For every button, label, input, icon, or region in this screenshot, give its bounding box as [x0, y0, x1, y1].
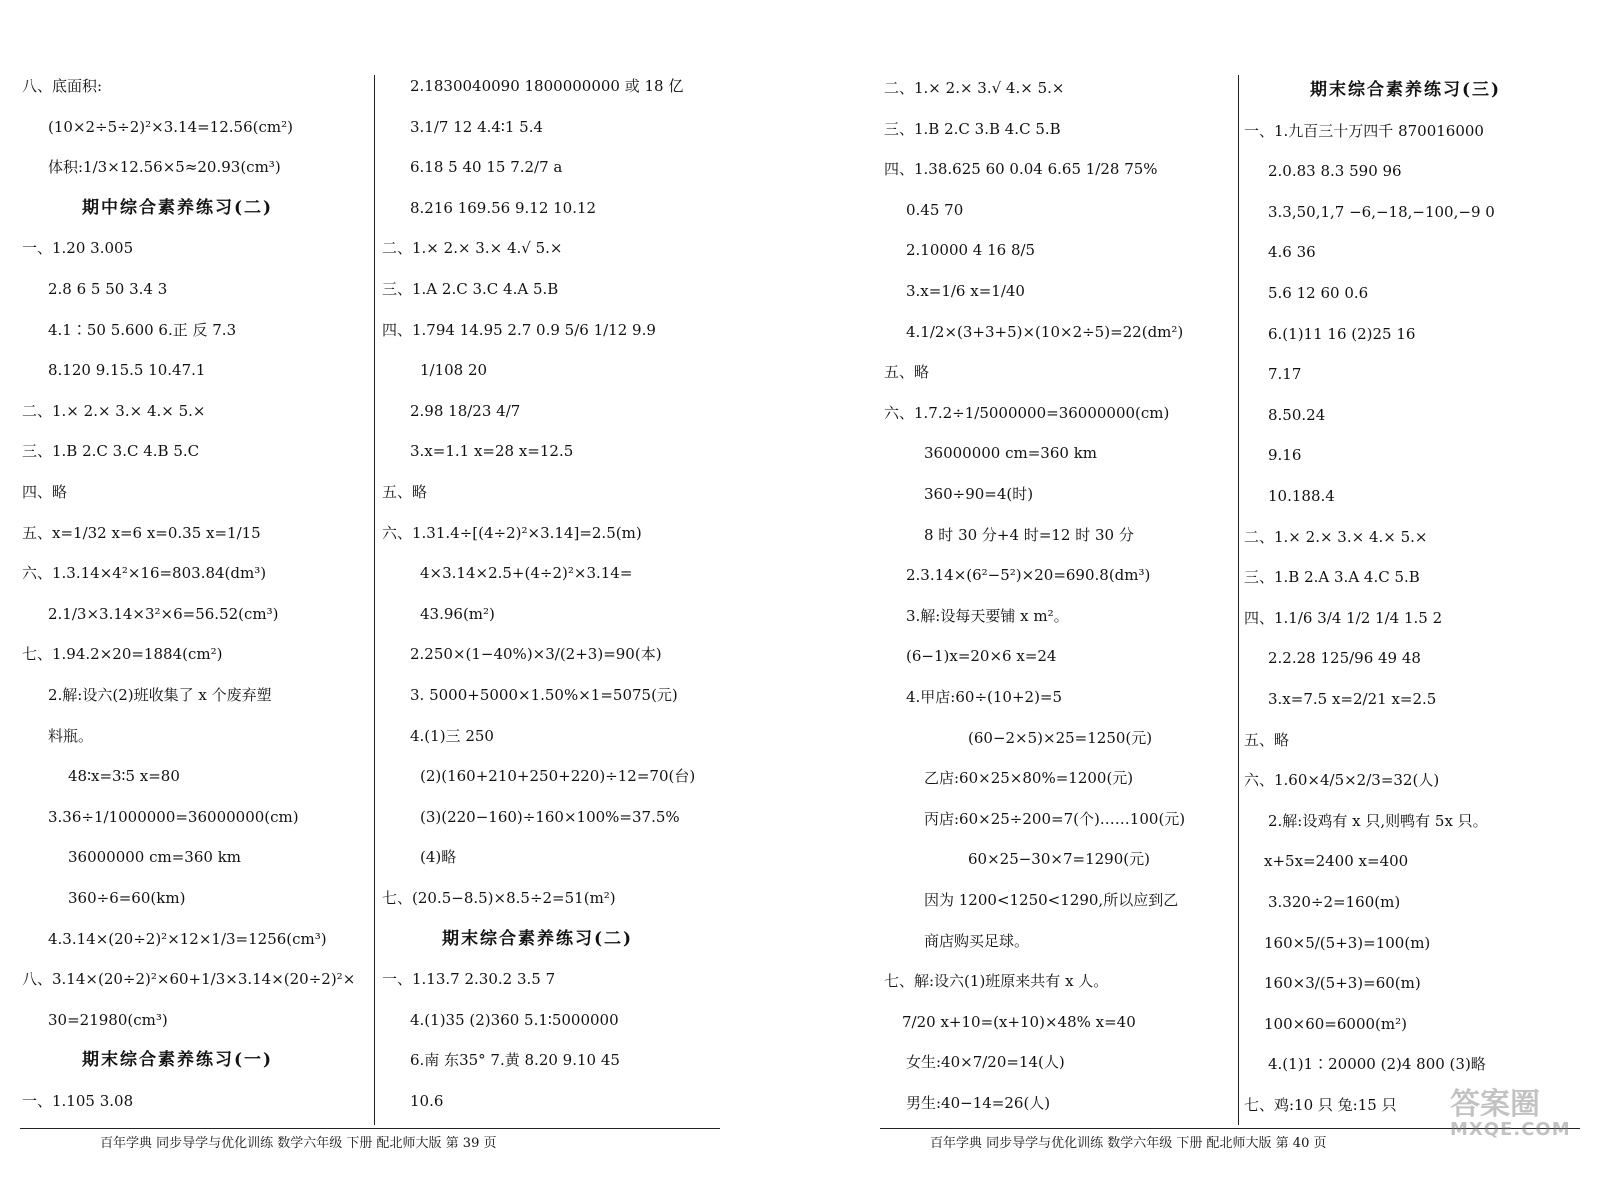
answer-line: 八、3.14×(20÷2)²×60+1/3×3.14×(20÷2)²× [22, 970, 356, 989]
answer-line: 六、1.60×4/5×2/3=32(人) [1244, 771, 1440, 790]
section-heading: 期中综合素养练习(二) [82, 197, 274, 218]
answer-line: 2.3.14×(6²−5²)×20=690.8(dm³) [906, 566, 1151, 585]
column-divider [374, 75, 375, 1125]
answer-line: 6.18 5 40 15 7.2/7 a [410, 158, 563, 177]
answer-line: 料瓶。 [48, 726, 94, 745]
answer-line: (60−2×5)×25=1250(元) [968, 728, 1153, 747]
answer-line: 乙店:60×25×80%=1200(元) [924, 769, 1134, 788]
answer-line: 一、1.13.7 2.30.2 3.5 7 [382, 970, 556, 989]
answer-line: (6−1)x=20×6 x=24 [906, 647, 1057, 666]
answer-line: 三、1.B 2.C 3.C 4.B 5.C [22, 442, 200, 461]
answer-line: (2)(160+210+250+220)÷12=70(台) [420, 767, 696, 786]
answer-line: 4×3.14×2.5+(4÷2)²×3.14= [420, 564, 633, 583]
answer-line: 七、1.94.2×20=1884(cm²) [22, 645, 223, 664]
answer-line: 160×3/(5+3)=60(m) [1264, 974, 1421, 993]
answer-line: 六、1.3.14×4²×16=803.84(dm³) [22, 564, 267, 583]
answer-line: 2.解:设鸡有 x 只,则鸭有 5x 只。 [1268, 811, 1488, 830]
answer-line: x+5x=2400 x=400 [1264, 852, 1409, 871]
answer-line: 四、1.38.625 60 0.04 6.65 1/28 75% [884, 160, 1158, 179]
answer-line: 女生:40×7/20=14(人) [906, 1053, 1065, 1072]
answer-line: 4.3.14×(20÷2)²×12×1/3=1256(cm³) [48, 929, 327, 948]
page-footer-left: 百年学典 同步导学与优化训练 数学六年级 下册 配北师大版 第 39 页 [100, 1136, 497, 1151]
answer-line: 3.x=1.1 x=28 x=12.5 [410, 442, 574, 461]
site-watermark [1450, 1087, 1571, 1140]
answer-line: 6.(1)11 16 (2)25 16 [1268, 324, 1416, 343]
answer-column-d [1244, 0, 1600, 1140]
answer-line: (10×2÷5÷2)²×3.14=12.56(cm²) [48, 117, 293, 136]
answer-line: (3)(220−160)÷160×100%=37.5% [420, 807, 680, 826]
answer-line: 6.南 东35° 7.黄 8.20 9.10 45 [410, 1051, 620, 1070]
answer-line: 9.16 [1268, 446, 1302, 465]
answer-line: 5.6 12 60 0.6 [1268, 284, 1369, 302]
answer-line: 一、1.105 3.08 [22, 1092, 134, 1110]
answer-line: 五、x=1/32 x=6 x=0.35 x=1/15 [22, 523, 261, 542]
answer-line: 五、略 [382, 483, 428, 501]
answer-line: 4.1/2×(3+3+5)×(10×2÷5)=22(dm²) [906, 322, 1184, 341]
footer-rule [20, 1128, 720, 1129]
answer-line: 三、1.B 2.C 3.B 4.C 5.B [884, 119, 1061, 138]
answer-line: 7/20 x+10=(x+10)×48% x=40 [902, 1012, 1136, 1031]
answer-line: 4.(1)35 (2)360 5.1∶5000000 [410, 1010, 619, 1029]
watermark-url: MXQE.COM [1450, 1119, 1571, 1140]
answer-line: 二、1.× 2.× 3.× 4.× 5.× [1244, 527, 1428, 546]
answer-line: 2.1830040090 1800000000 或 18 亿 [410, 77, 684, 95]
answer-column-b [382, 0, 736, 1140]
answer-line: 4.(1)三 250 [410, 726, 494, 745]
section-heading: 期末综合素养练习(二) [442, 928, 634, 949]
answer-line: 三、1.B 2.A 3.A 4.C 5.B [1244, 568, 1420, 587]
answer-line: 3.x=1/6 x=1/40 [906, 282, 1025, 300]
answer-line: 七、鸡:10 只 兔:15 只 [1244, 1096, 1397, 1114]
answer-line: 30=21980(cm³) [48, 1010, 168, 1029]
section-heading: 期末综合素养练习(三) [1310, 80, 1502, 100]
answer-line: 3.1/7 12 4.4∶1 5.4 [410, 117, 544, 136]
answer-line: 二、1.× 2.× 3.× 4.√ 5.× [382, 239, 563, 258]
answer-column-c [884, 0, 1244, 1140]
answer-line: 10.6 [410, 1092, 444, 1110]
answer-line: 七、解:设六(1)班原来共有 x 人。 [884, 972, 1109, 991]
answer-line: 一、1.九百三十万四千 870016000 [1244, 121, 1484, 140]
answer-line: 体积:1/3×12.56×5≈20.93(cm³) [48, 158, 281, 177]
answer-line: 10.188.4 [1268, 487, 1335, 505]
answer-line: 2.98 18/23 4/7 [410, 401, 521, 420]
left-page [0, 0, 740, 1189]
answer-line: 六、1.7.2÷1/5000000=36000000(cm) [884, 403, 1170, 422]
answer-line: 160×5/(5+3)=100(m) [1264, 933, 1431, 952]
answer-line: 4.甲店:60÷(10+2)=5 [906, 688, 1063, 706]
answer-line: 3.3,50,1,7 −6,−18,−100,−9 0 [1268, 202, 1495, 221]
answer-line: 男生:40−14=26(人) [906, 1094, 1051, 1112]
answer-line: 0.45 70 [906, 200, 964, 219]
answer-line: 丙店:60×25÷200=7(个)……100(元) [924, 809, 1186, 828]
answer-line: 4.6 36 [1268, 243, 1316, 262]
answer-line: 7.17 [1268, 365, 1302, 384]
answer-line: 360÷90=4(时) [924, 485, 1034, 503]
answer-line: 五、略 [1244, 730, 1290, 749]
answer-line: 四、1.1/6 3/4 1/2 1/4 1.5 2 [1244, 608, 1443, 627]
answer-line: 八、底面积: [22, 77, 103, 95]
answer-line: 2.1/3×3.14×3²×6=56.52(cm³) [48, 604, 279, 623]
answer-line: 1/108 20 [420, 361, 488, 380]
answer-line: 3. 5000+5000×1.50%×1=5075(元) [410, 686, 678, 704]
answer-line: 2.解:设六(2)班收集了 x 个废弃塑 [48, 686, 272, 704]
answer-line: 3.解:设每天要铺 x m²。 [906, 606, 1069, 625]
answer-line: 48∶x=3∶5 x=80 [68, 767, 180, 786]
answer-line: 一、1.20 3.005 [22, 239, 134, 258]
answer-line: (4)略 [420, 848, 457, 867]
section-heading: 期末综合素养练习(一) [82, 1050, 274, 1071]
answer-line: 2.2.28 125/96 49 48 [1268, 649, 1421, 668]
answer-line: 4.(1)1∶20000 (2)4 800 (3)略 [1268, 1055, 1486, 1074]
answer-line: 36000000 cm=360 km [924, 444, 1098, 463]
watermark-logo-text: 答案圈 [1450, 1087, 1540, 1122]
answer-line: 2.0.83 8.3 590 96 [1268, 162, 1402, 181]
answer-line: 43.96(m²) [420, 604, 495, 623]
answer-line: 2.250×(1−40%)×3/(2+3)=90(本) [410, 645, 662, 664]
answer-line: 360÷6=60(km) [68, 889, 186, 907]
answer-line: 3.x=7.5 x=2/21 x=2.5 [1268, 690, 1437, 708]
answer-line: 商店购买足球。 [924, 931, 1030, 950]
answer-line: 2.8 6 5 50 3.4 3 [48, 280, 168, 298]
answer-line: 8.120 9.15.5 10.47.1 [48, 361, 206, 380]
answer-line: 4.1∶50 5.600 6.正 反 7.3 [48, 320, 237, 339]
answer-line: 60×25−30×7=1290(元) [968, 850, 1150, 869]
answer-line: 8 时 30 分+4 时=12 时 30 分 [924, 525, 1134, 544]
answer-line: 三、1.A 2.C 3.C 4.A 5.B [382, 280, 559, 298]
answer-line: 四、略 [22, 483, 68, 501]
page-footer-right: 百年学典 同步导学与优化训练 数学六年级 下册 配北师大版 第 40 页 [930, 1136, 1327, 1151]
answer-line: 8.216 169.56 9.12 10.12 [410, 198, 597, 217]
answer-line: 2.10000 4 16 8/5 [906, 241, 1036, 260]
answer-line: 五、略 [884, 363, 930, 382]
answer-line: 100×60=6000(m²) [1264, 1014, 1407, 1033]
answer-line: 因为 1200<1250<1290,所以应到乙 [924, 891, 1179, 909]
answer-column-a [22, 0, 372, 1140]
answer-line: 二、1.× 2.× 3.× 4.× 5.× [22, 401, 206, 420]
answer-line: 六、1.31.4÷[(4÷2)²×3.14]=2.5(m) [382, 523, 642, 542]
answer-line: 四、1.794 14.95 2.7 0.9 5/6 1/12 9.9 [382, 320, 656, 339]
answer-line: 3.36÷1/1000000=36000000(cm) [48, 807, 299, 826]
answer-line: 3.320÷2=160(m) [1268, 893, 1401, 911]
answer-line: 二、1.× 2.× 3.√ 4.× 5.× [884, 79, 1065, 97]
answer-line: 七、(20.5−8.5)×8.5÷2=51(m²) [382, 889, 616, 907]
answer-line: 8.50.24 [1268, 405, 1326, 424]
answer-line: 36000000 cm=360 km [68, 848, 242, 867]
